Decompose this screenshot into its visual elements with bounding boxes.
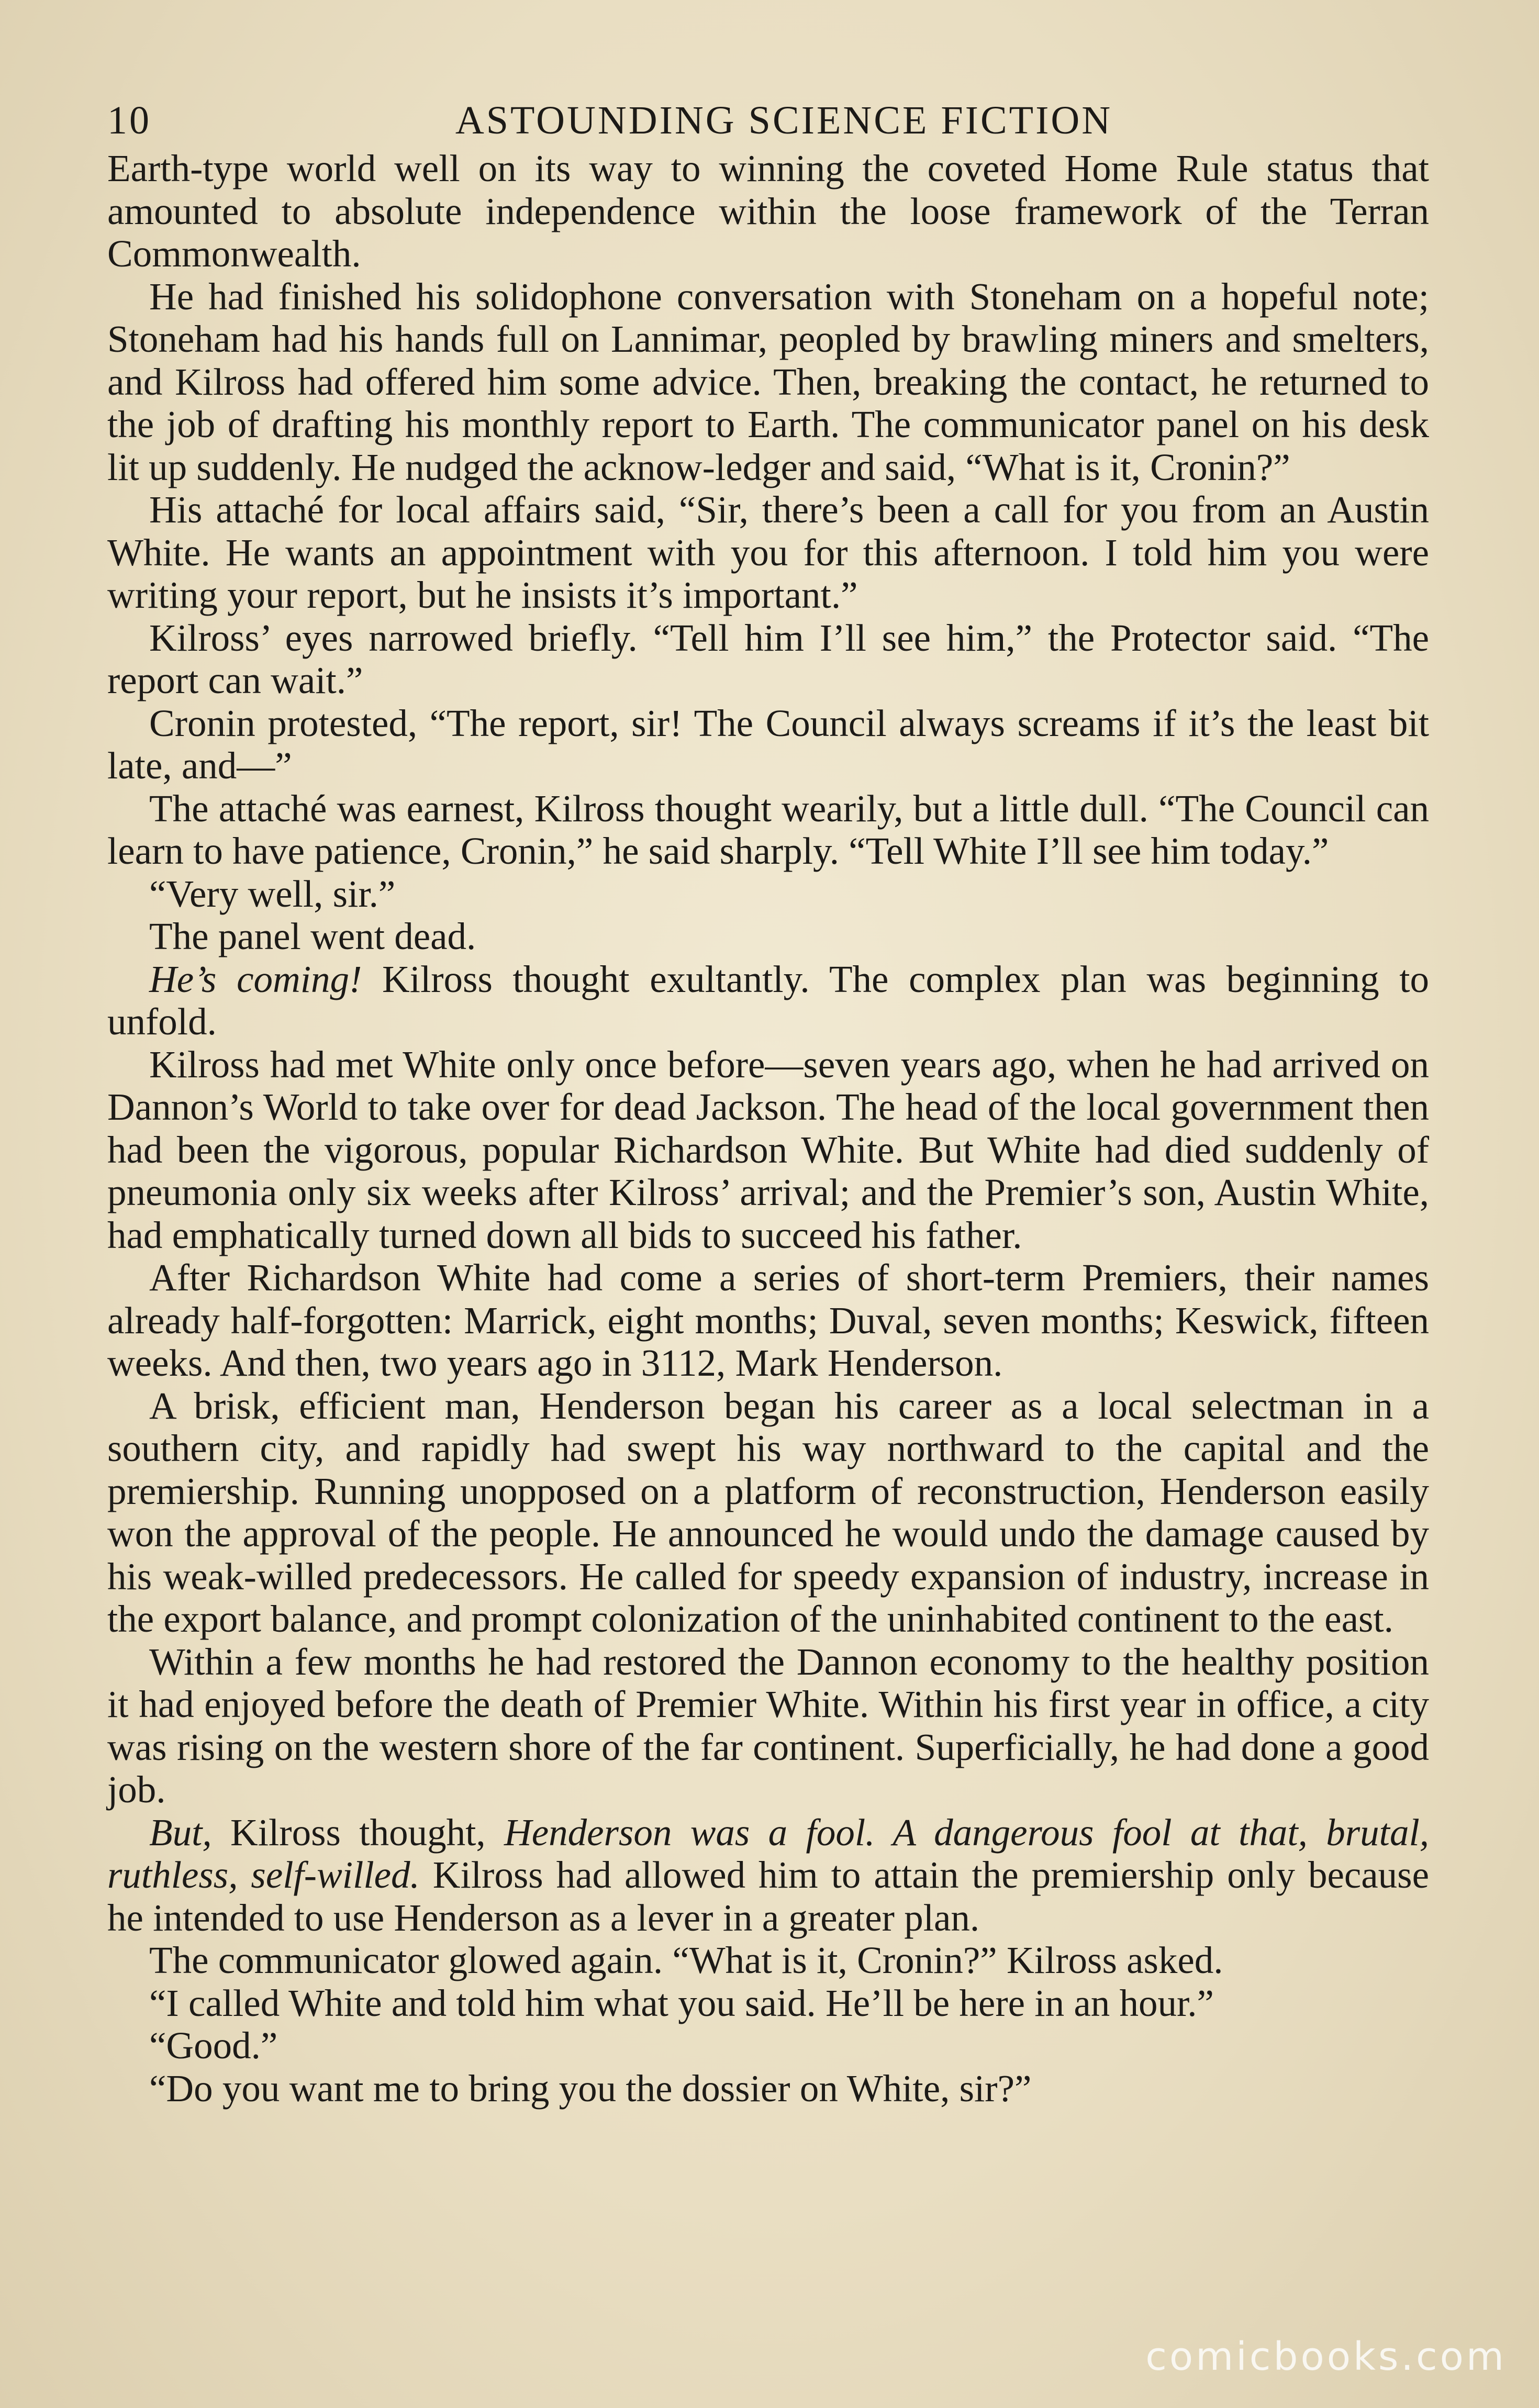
- paragraph: His attaché for local affairs said, “Sir, there’s been a call for you from an Austin White. He wants an appointment with you for this afternoon. I told him you were writing your report, but he insists it’s important.”: [107, 488, 1429, 616]
- paragraph: Within a few months he had restored the Dannon economy to the healthy position it had enjoyed before the death of Premier White. Within his first year in office, a city was rising on the western shore of the far continent. Superficially, he had done a good job.: [107, 1640, 1429, 1811]
- watermark: comicbooks.com: [1145, 2334, 1507, 2379]
- journal-title: ASTOUNDING SCIENCE FICTION: [455, 98, 1113, 142]
- paragraph: “Good.”: [149, 2024, 278, 2067]
- story-text: [107, 147, 1429, 2110]
- paragraph: “I called White and told him what you said. He’ll be here in an hour.”: [149, 1981, 1214, 2024]
- italic-thought: He’s coming!: [149, 957, 362, 1000]
- paragraph: After Richardson White had come a series of short-term Premiers, their names already half-forgotten: Marrick, eight months; Duval, seven months; Keswick, fifteen weeks. And then, two years ago in 3112, Mark Henderson.: [107, 1256, 1429, 1384]
- paragraph: The communicator glowed again. “What is it, Cronin?” Kilross asked.: [149, 1939, 1223, 1981]
- running-head: [107, 92, 1429, 149]
- paragraph: “Very well, sir.”: [149, 872, 396, 915]
- paragraph: A brisk, efficient man, Henderson began his career as a local selectman in a southern city, and rapidly had swept his way northward to the capital and the premiership. Running unopposed on a platform of reconstruction, Henderson easily won the approval of the people. He announced he would undo the damage caused by his weak-willed predecessors. He called for speedy expansion of industry, increase in the export balance, and prompt colonization of the uninhabited continent to the east.: [107, 1384, 1429, 1640]
- paragraph: Cronin protested, “The report, sir! The Council always screams if it’s the least bit late, and—”: [107, 701, 1429, 787]
- page-number: 10: [107, 98, 151, 142]
- paragraph: Kilross’ eyes narrowed briefly. “Tell him I’ll see him,” the Protector said. “The report can wait.”: [107, 616, 1429, 701]
- paragraph: He’s coming! Kilross thought exultantly. The complex plan was beginning to unfold.: [107, 957, 1430, 1043]
- italic-thought: But,: [149, 1811, 212, 1854]
- italic-thought: Henderson was a fool. A dangerous fool at that, brutal, ruthless, self-willed.: [107, 1811, 1429, 1896]
- page-content: [107, 92, 1429, 2110]
- paragraph: “Do you want me to bring you the dossier on White, sir?”: [149, 2067, 1032, 2110]
- paragraph: He had finished his solidophone conversation with Stoneham on a hopeful note; Stoneham had his hands full on Lannimar, peopled by brawling miners and smelters, and Kilross had offered him some advice. Then, breaking the contact, he returned to the job of drafting his monthly report to Earth. The communicator panel on his desk lit up suddenly. He nudged the acknow-ledger and said, “What is it, Cronin?”: [107, 275, 1429, 488]
- paragraph: But, Kilross thought, Henderson was a fool. A dangerous fool at that, brutal, ruthless, self-willed. Kilross had allowed him to attain the premiership only because he intended to use Henderson as a lever in a greater plan.: [107, 1811, 1429, 1939]
- paragraph: The panel went dead.: [149, 915, 476, 957]
- paragraph: Earth-type world well on its way to winning the coveted Home Rule status that amounted to absolute independence within the loose framework of the Terran Commonwealth.: [107, 147, 1429, 275]
- paragraph: The attaché was earnest, Kilross thought wearily, but a little dull. “The Council can learn to have patience, Cronin,” he said sharply. “Tell White I’ll see him today.”: [107, 787, 1429, 872]
- paragraph: Kilross had met White only once before—seven years ago, when he had arrived on Dannon’s World to take over for dead Jackson. The head of the local government then had been the vigorous, popular Richardson White. But White had died suddenly of pneumonia only six weeks after Kilross’ arrival; and the Premier’s son, Austin White, had emphatically turned down all bids to succeed his father.: [107, 1043, 1429, 1256]
